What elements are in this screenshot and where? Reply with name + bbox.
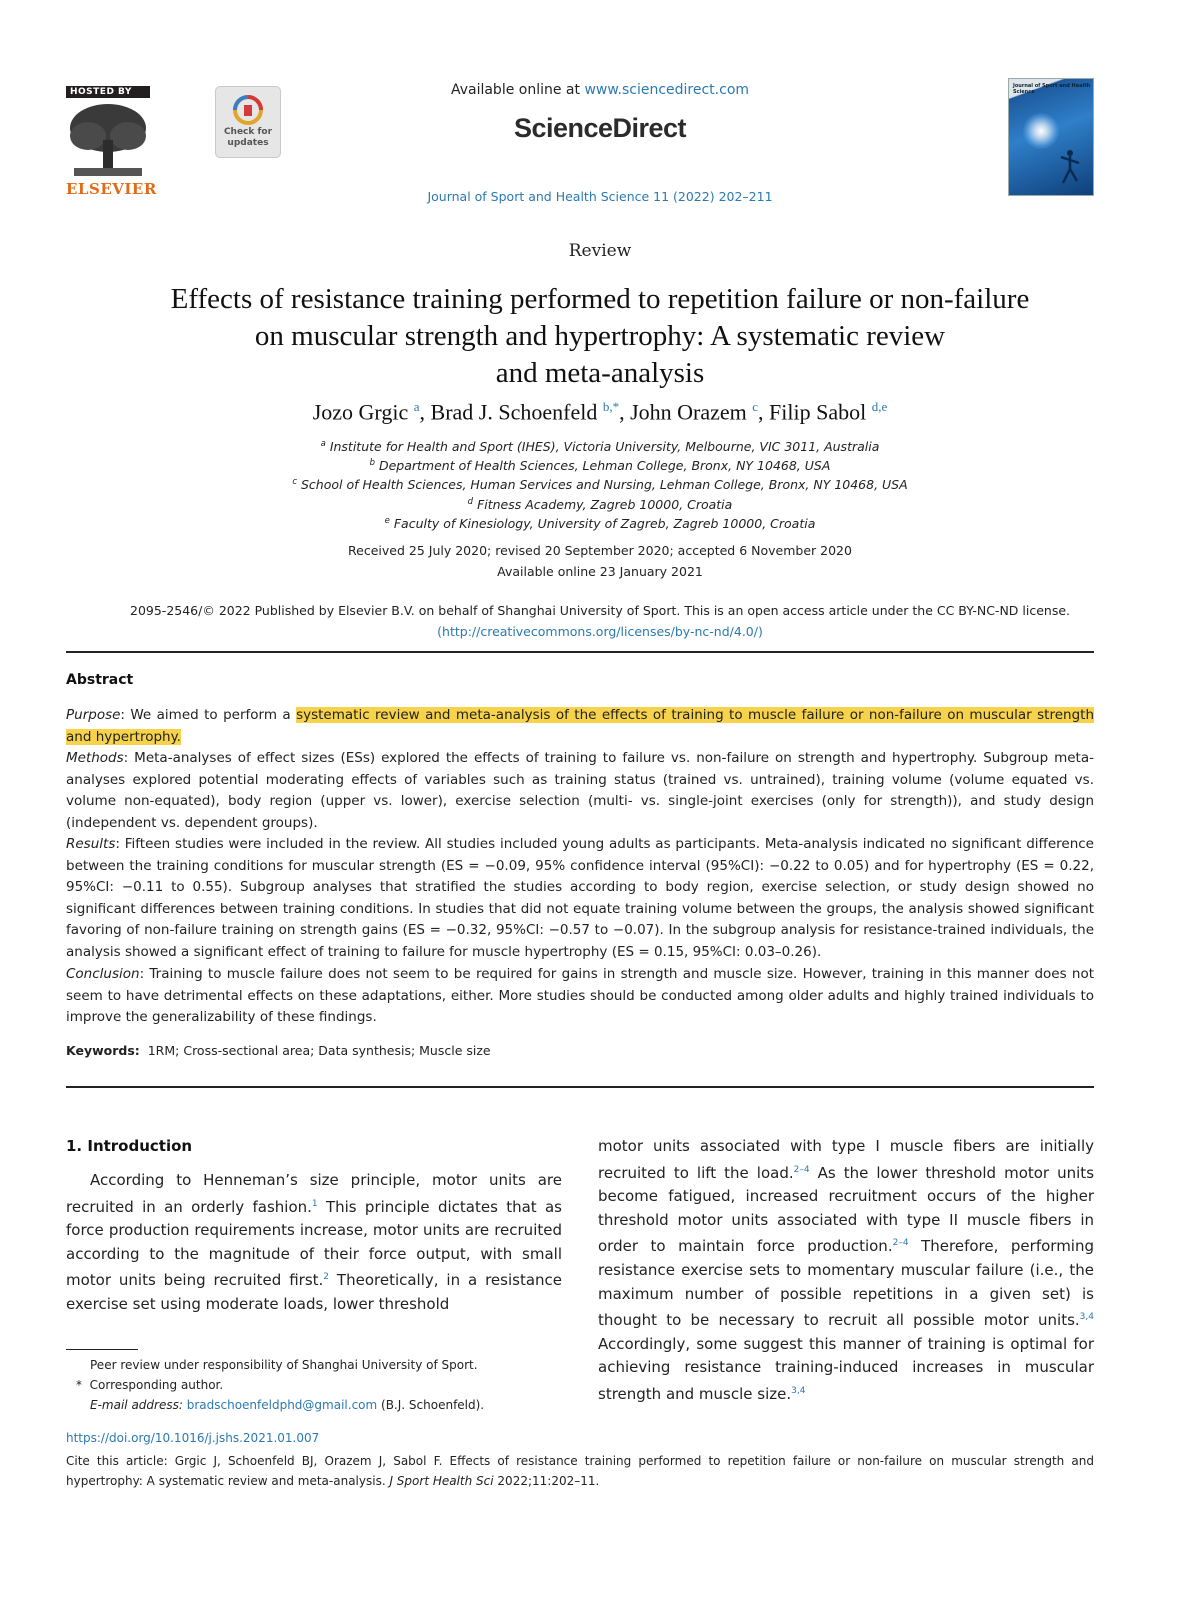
abstract-methods — [66, 748, 1094, 834]
elsevier-tree-logo — [66, 102, 150, 178]
methods-label: Methods — [66, 750, 124, 766]
purpose-label: Purpose — [66, 707, 121, 723]
sciencedirect-link[interactable]: www.sciencedirect.com — [584, 82, 750, 98]
peer-review-note: Peer review under responsibility of Shanghai University of Sport. — [90, 1358, 478, 1372]
divider — [66, 1086, 1094, 1088]
intro-right-column — [598, 1135, 1094, 1407]
conclusion-text: : Training to muscle failure does not seem to be required for gains in strength and muscle size. However, training in this manner does not seem to have detrimental effects on these adaptations, either. More studies should be conducted among older adults and highly trained individuals to improve the generalizability of these findings. — [66, 966, 1094, 1025]
abstract-conclusion — [66, 964, 1094, 1029]
author-affil-mark[interactable]: d,e — [871, 399, 888, 414]
check-updates-icon — [233, 95, 263, 125]
affiliation-mark: c — [292, 477, 297, 487]
footnote-divider — [66, 1349, 138, 1350]
cite-text: Grgic J, Schoenfeld BJ, Orazem J, Sabol F. Effects of resistance training performed to repetition failure or non-failure on muscular strength and hypertrophy: A systematic review and meta-analysis. — [66, 1454, 1094, 1488]
cover-figure-icon — [1059, 149, 1081, 185]
affiliation — [60, 516, 1140, 531]
license-link[interactable] — [60, 624, 1140, 639]
divider — [66, 651, 1094, 653]
affiliation-text: Faculty of Kinesiology, University of Zagreb, Zagreb 10000, Croatia — [393, 516, 816, 532]
body-text: As the lower threshold motor units become fatigued, increased recruitment occurs of the higher threshold motor units associated with type II muscle fibers in order to maintain force production. — [598, 1163, 1095, 1256]
keywords-line — [66, 1043, 491, 1058]
reference-link[interactable]: 2 — [323, 1272, 330, 1283]
affiliation-text: Department of Health Sciences, Lehman College, Bronx, NY 10468, USA — [378, 458, 831, 474]
reference-link[interactable]: 3,4 — [791, 1385, 806, 1396]
affiliation — [60, 477, 1140, 492]
title-line: on muscular strength and hypertrophy: A systematic review — [254, 320, 946, 352]
hosted-by-label: HOSTED BY — [66, 86, 150, 98]
journal-citation-link[interactable]: Journal of Sport and Health Science 11 (2022) 202–211 — [427, 189, 773, 204]
abstract-results — [66, 834, 1094, 963]
article-title — [60, 281, 1140, 392]
body-text: This principle dictates that as force production requirements increase, motor units are recruited according to the magnitude of their force output, with small motor units being recruited first. — [66, 1197, 562, 1290]
results-label: Results — [66, 836, 116, 852]
affiliation — [60, 439, 1140, 454]
affiliation-text: Fitness Academy, Zagreb 10000, Croatia — [477, 497, 733, 513]
reference-link[interactable]: 2–4 — [892, 1238, 909, 1249]
check-updates-text: Check for updates — [223, 127, 273, 148]
check-for-updates-badge[interactable] — [215, 86, 281, 158]
corresponding-note — [76, 1378, 223, 1392]
author-name[interactable]: Jozo Grgic — [312, 399, 409, 425]
cite-journal: J Sport Health Sci — [389, 1474, 494, 1488]
conclusion-label: Conclusion — [66, 966, 140, 982]
title-line: Effects of resistance training performed to repetition failure or non-failure — [170, 283, 1030, 315]
license-url[interactable]: (http://creativecommons.org/licenses/by-nc-nd/4.0/) — [437, 624, 763, 639]
article-type: Review — [568, 241, 632, 261]
purpose-text: : We aimed to perform a — [120, 707, 297, 723]
intro-left-column — [66, 1169, 562, 1317]
affiliation-mark: a — [320, 439, 326, 449]
author-name[interactable]: John Orazem — [630, 399, 747, 425]
available-online-line — [380, 82, 820, 98]
author-affil-mark[interactable]: c — [752, 399, 759, 414]
affiliation — [60, 497, 1140, 512]
email-note — [90, 1398, 484, 1412]
email-label: E-mail address: — [90, 1398, 183, 1412]
available-prefix: Available online at — [450, 82, 585, 98]
journal-cover-thumbnail — [1008, 78, 1094, 196]
affiliation-mark: b — [369, 458, 375, 468]
section-heading: 1. Introduction — [66, 1137, 193, 1155]
cite-label: Cite this article: — [66, 1454, 175, 1468]
author-affil-mark[interactable]: b,* — [602, 399, 620, 414]
corresponding-text: Corresponding author. — [89, 1378, 224, 1392]
author-name[interactable]: Filip Sabol — [769, 399, 867, 425]
author-list: Jozo Grgic $^a$, Brad J. Schoenfeld $^{b,*}$, John Orazem $^c$, Filip Sabol $^{d,e}$ — [312, 399, 888, 425]
email-suffix: (B.J. Schoenfeld). — [377, 1398, 485, 1412]
body-text: Accordingly, some suggest this manner of training is optimal for achieving resistance training-induced increases in muscular strength and muscle size. — [598, 1334, 1094, 1403]
author-name[interactable]: Brad J. Schoenfeld — [430, 399, 598, 425]
affiliation — [60, 458, 1140, 473]
body-text: Theoretically, in a resistance exercise set using moderate loads, lower threshold — [66, 1271, 563, 1313]
body-text: According to Henneman’s size principle, motor units are recruited in an orderly fashion. — [66, 1171, 562, 1216]
received-dates: Received 25 July 2020; revised 20 September 2020; accepted 6 November 2020 — [348, 543, 852, 558]
cite-end: 2022;11:202–11. — [493, 1474, 600, 1488]
cite-this-article — [66, 1451, 1094, 1491]
highlighted-text[interactable]: systematic review and meta-analysis of the effects of training to muscle failure or non-failure on muscular strength and hypertrophy. — [66, 707, 1094, 745]
affiliation-text: Institute for Health and Sport (IHES), Victoria University, Melbourne, VIC 3011, Australia — [329, 439, 880, 455]
author-affil-mark[interactable]: a — [413, 399, 420, 414]
sciencedirect-brand: ScienceDirect — [513, 113, 687, 143]
affiliation-mark: e — [384, 516, 390, 526]
affiliation-text: School of Health Sciences, Human Services and Nursing, Lehman College, Bronx, NY 10468, USA — [300, 477, 908, 493]
body-text: motor units associated with type I muscle fibers are initially recruited to lift the load. — [598, 1137, 1094, 1182]
body-text: Therefore, performing resistance exercise sets to momentary muscular failure (i.e., the maximum number of possible repetitions in a given set) is thought to be necessary to recruit all possible motor units. — [598, 1237, 1094, 1330]
cover-title: Journal of Sport and Health Science — [1013, 83, 1091, 95]
reference-link[interactable]: 2–4 — [793, 1164, 810, 1175]
methods-text: : Meta-analyses of effect sizes (ESs) explored the effects of training to failure vs. non-failure on strength and hypertrophy. Subgroup meta-analyses explored potential moderating effects of variables such as training status (trained vs. untrained), training volume (volume equated vs. volume non-equated), body region (upper vs. lower), exercise selection (multi- vs. single-joint exercises (only for strength)), and study design (independent vs. dependent groups). — [66, 750, 1094, 831]
license-statement: 2095-2546/© 2022 Published by Elsevier B.V. on behalf of Shanghai University of Sport. This is an open access article under the CC BY-NC-ND license. — [130, 603, 1070, 618]
available-online-date: Available online 23 January 2021 — [497, 564, 703, 579]
affiliation-mark: d — [467, 497, 474, 507]
elsevier-wordmark: ELSEVIER — [66, 180, 157, 198]
corresponding-mark: * — [76, 1378, 82, 1392]
keywords-label: Keywords: — [66, 1043, 140, 1058]
email-link[interactable]: bradschoenfeldphd@gmail.com — [186, 1398, 378, 1412]
title-line: and meta-analysis — [495, 357, 705, 389]
doi-link[interactable] — [66, 1431, 319, 1445]
abstract-purpose — [66, 705, 1094, 748]
abstract-heading: Abstract — [66, 672, 134, 688]
doi-url[interactable]: https://doi.org/10.1016/j.jshs.2021.01.007 — [66, 1431, 320, 1445]
results-text: : Fifteen studies were included in the review. All studies included young adults as participants. Meta-analysis indicated no significant difference between the training conditions for muscular strength (ES = −0.09, 95% confidence interval (95%CI): −0.22 to 0.05) and for hypertrophy (ES = 0.22, 95%CI: −0.11 to 0.55). Subgroup analyses that stratified the studies according to body region, exercise selection, or study design showed no significant differences between training conditions. In studies that did not equate training volume between the groups, the analysis showed significant favoring of non-failure training on strength gains (ES = −0.32, 95%CI: −0.57 to −0.07). In the subgroup analysis for resistance-trained individuals, the analysis showed a significant effect of training to failure for muscle hypertrophy (ES = 0.15, 95%CI: 0.03–0.26). — [66, 836, 1094, 960]
keywords-text: 1RM; Cross-sectional area; Data synthesis; Muscle size — [147, 1043, 491, 1058]
cover-light-glow — [1023, 113, 1059, 149]
reference-link[interactable]: 3,4 — [1079, 1312, 1094, 1323]
reference-link[interactable]: 1 — [311, 1198, 318, 1209]
